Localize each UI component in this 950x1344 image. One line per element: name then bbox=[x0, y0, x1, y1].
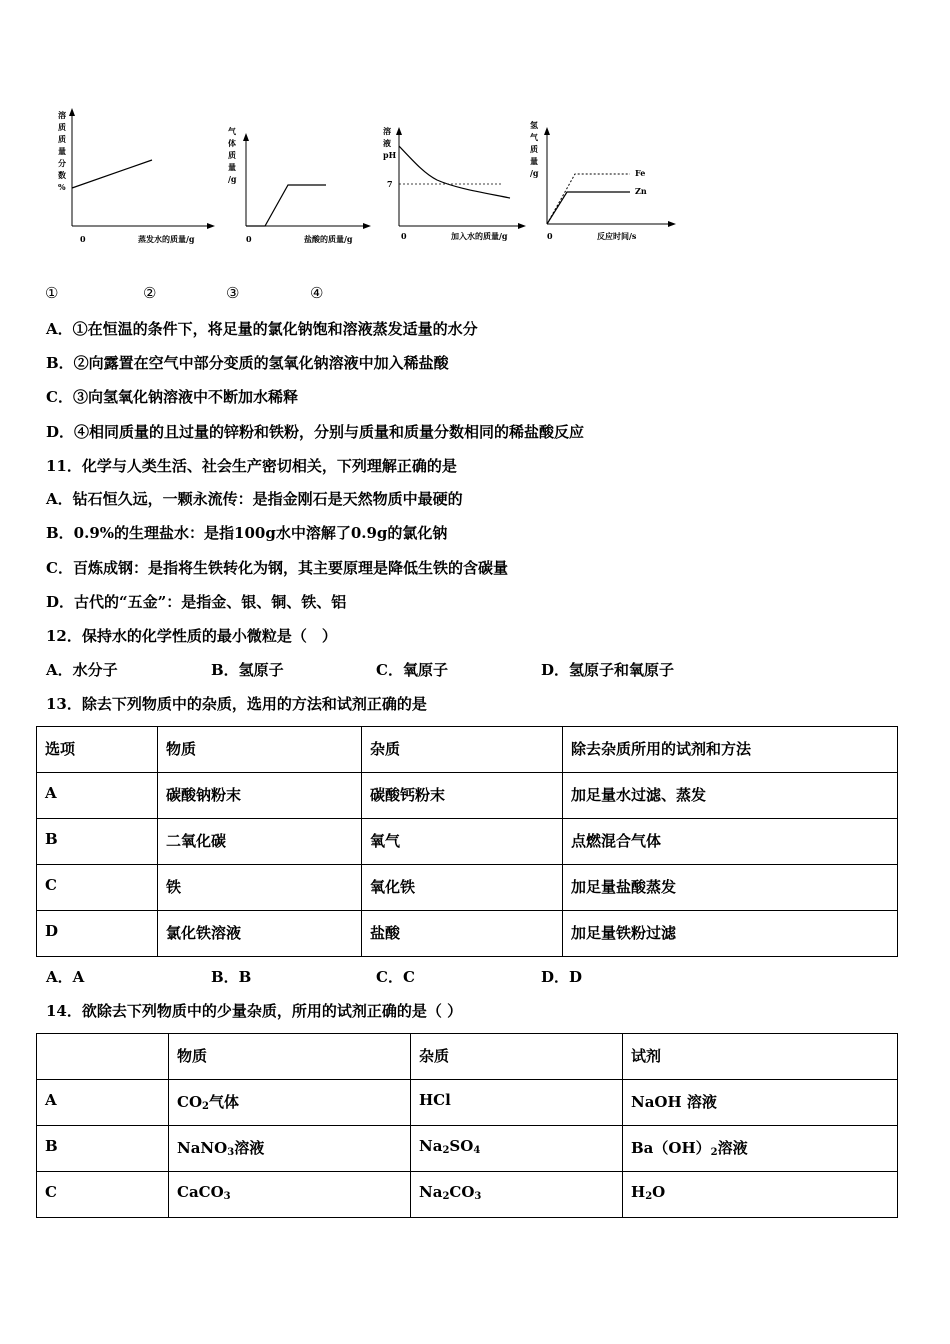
graph-number-labels bbox=[0, 284, 950, 306]
graphs-row bbox=[40, 108, 680, 253]
table-cell: 铁 bbox=[158, 865, 362, 911]
q13-stem: 13．除去下列物质中的杂质，选用的方法和试剂正确的是 bbox=[46, 695, 427, 713]
ylabel-char: /g bbox=[530, 168, 539, 178]
header-cell: 试剂 bbox=[623, 1034, 898, 1080]
q11-option-d: D．古代的“五金”：是指金、银、铜、铁、铝 bbox=[46, 593, 347, 611]
ylabel-char: 气 bbox=[530, 132, 538, 142]
table-cell bbox=[169, 1126, 411, 1172]
formula-part: CO bbox=[177, 1093, 203, 1111]
q11-option-c: C．百炼成钢：是指将生铁转化为钢，其主要原理是降低生铁的含碳量 bbox=[46, 559, 508, 577]
formula-part: SO bbox=[449, 1137, 474, 1155]
table-cell: 氧气 bbox=[362, 819, 563, 865]
table-cell: 加足量水过滤、蒸发 bbox=[563, 773, 898, 819]
x-arrow bbox=[207, 223, 215, 229]
formula-subscript: 2 bbox=[202, 1101, 209, 1112]
fe-label: Fe bbox=[635, 168, 646, 178]
graph-2 bbox=[220, 108, 380, 252]
y-arrow bbox=[69, 108, 75, 116]
table-cell bbox=[623, 1172, 898, 1218]
formula-part: NaOH 溶液 bbox=[631, 1093, 717, 1111]
q11-stem: 11．化学与人类生活、社会生产密切相关，下列理解正确的是 bbox=[46, 457, 457, 475]
x-axis-label: 蒸发水的质量/g bbox=[138, 234, 195, 244]
graph-1-svg bbox=[50, 108, 220, 248]
header-cell: 除去杂质所用的试剂和方法 bbox=[563, 727, 898, 773]
q12-option-a: A．水分子 bbox=[46, 661, 118, 679]
table-cell: 氧化铁 bbox=[362, 865, 563, 911]
q10-option-b: B．②向露置在空气中部分变质的氢氧化钠溶液中加入稀盐酸 bbox=[46, 354, 449, 372]
table-cell: 点燃混合气体 bbox=[563, 819, 898, 865]
q12-option-d: D．氢原子和氧原子 bbox=[541, 661, 675, 679]
graph-2-svg bbox=[220, 108, 380, 248]
graph-label-3: ③ bbox=[226, 284, 240, 302]
ylabel-char: 气 bbox=[228, 126, 236, 136]
fe-line bbox=[547, 174, 630, 224]
q10-option-c: C．③向氢氧化钠溶液中不断加水稀释 bbox=[46, 388, 298, 406]
header-cell bbox=[37, 1034, 169, 1080]
q13-option-d: D．D bbox=[541, 968, 583, 986]
origin-label: 0 bbox=[246, 234, 252, 244]
table-header-row bbox=[37, 1034, 898, 1080]
ylabel-char: % bbox=[58, 182, 66, 192]
q13-option-a: A．A bbox=[46, 968, 85, 986]
formula-part: H bbox=[631, 1183, 646, 1201]
q12-option-b: B．氢原子 bbox=[211, 661, 284, 679]
formula-part: NaNO bbox=[177, 1139, 228, 1157]
graph-3 bbox=[375, 108, 535, 252]
data-line bbox=[246, 185, 326, 226]
formula-subscript: 3 bbox=[474, 1191, 482, 1202]
y-arrow bbox=[544, 127, 550, 135]
q10-option-a: A．①在恒温的条件下，将足量的氯化钠饱和溶液蒸发适量的水分 bbox=[46, 320, 478, 338]
header-cell: 选项 bbox=[37, 727, 158, 773]
graph-4 bbox=[525, 108, 685, 252]
table-cell bbox=[411, 1172, 623, 1218]
formula-subscript: 2 bbox=[442, 1145, 450, 1156]
table-cell bbox=[411, 1080, 623, 1126]
table-cell: B bbox=[37, 1126, 169, 1172]
q13-option-c: C．C bbox=[376, 968, 415, 986]
table-cell bbox=[411, 1126, 623, 1172]
q13-option-b: B．B bbox=[211, 968, 252, 986]
q10-option-d: D．④相同质量的且过量的锌粉和铁粉，分别与质量和质量分数相同的稀盐酸反应 bbox=[46, 423, 585, 441]
table-cell: D bbox=[37, 911, 158, 957]
formula-subscript: 3 bbox=[223, 1191, 231, 1202]
ylabel-char: 体 bbox=[228, 138, 236, 148]
ylabel-char: /g bbox=[228, 174, 237, 184]
ylabel-char: 分 bbox=[58, 158, 66, 168]
zn-label: Zn bbox=[635, 186, 647, 196]
formula-part: O bbox=[652, 1183, 666, 1201]
ylabel-char: 液 bbox=[383, 138, 391, 148]
q12-option-c: C．氧原子 bbox=[376, 661, 448, 679]
graph-label-1: ① bbox=[45, 284, 59, 302]
zn-line bbox=[547, 192, 630, 224]
ylabel-char: 量 bbox=[228, 162, 236, 172]
formula-subscript: 2 bbox=[710, 1147, 718, 1158]
formula-part: CaCO bbox=[177, 1183, 224, 1201]
q11-option-a: A．钻石恒久远，一颗永流传：是指金刚石是天然物质中最硬的 bbox=[46, 490, 463, 508]
q12-options bbox=[46, 660, 946, 680]
formula-subscript: 4 bbox=[473, 1145, 481, 1156]
formula-part: CO bbox=[449, 1183, 475, 1201]
table-cell: B bbox=[37, 819, 158, 865]
q14-table bbox=[36, 1033, 898, 1218]
q14-stem: 14．欲除去下列物质中的少量杂质，所用的试剂正确的是（ ） bbox=[46, 1002, 463, 1020]
ylabel-char: 质 bbox=[530, 144, 538, 154]
table-cell: 加足量铁粉过滤 bbox=[563, 911, 898, 957]
x-arrow bbox=[668, 221, 676, 227]
table-cell: A bbox=[37, 1080, 169, 1126]
ylabel-char: 量 bbox=[530, 156, 538, 166]
graph-label-4: ④ bbox=[310, 284, 324, 302]
x-axis-label: 加入水的质量/g bbox=[451, 231, 508, 241]
table-cell: A bbox=[37, 773, 158, 819]
ylabel-char: 质 bbox=[58, 134, 66, 144]
table-cell: 氯化铁溶液 bbox=[158, 911, 362, 957]
ylabel-char: 质 bbox=[58, 122, 66, 132]
ylabel-char: 溶 bbox=[58, 110, 66, 120]
q11-option-b: B．0.9%的生理盐水：是指100g水中溶解了0.9g的氯化钠 bbox=[46, 524, 448, 542]
q13-table bbox=[36, 726, 898, 957]
origin-label: 0 bbox=[401, 231, 407, 241]
header-cell: 物质 bbox=[158, 727, 362, 773]
table-cell: 盐酸 bbox=[362, 911, 563, 957]
ylabel-char: 溶 bbox=[383, 126, 391, 136]
table-row bbox=[37, 1126, 898, 1172]
y-arrow bbox=[396, 127, 402, 135]
q13-options bbox=[46, 967, 946, 987]
table-cell bbox=[169, 1080, 411, 1126]
ylabel-char: 质 bbox=[228, 150, 236, 160]
table-cell: 碳酸钙粉末 bbox=[362, 773, 563, 819]
data-line bbox=[72, 160, 152, 188]
table-cell: C bbox=[37, 865, 158, 911]
formula-part: 溶液 bbox=[234, 1139, 265, 1157]
x-axis-label: 盐酸的质量/g bbox=[304, 234, 353, 244]
formula-part: Na bbox=[419, 1183, 443, 1201]
formula-subscript: 3 bbox=[227, 1147, 235, 1158]
table-cell: C bbox=[37, 1172, 169, 1218]
header-cell: 杂质 bbox=[362, 727, 563, 773]
header-cell: 物质 bbox=[169, 1034, 411, 1080]
ylabel-char: pH bbox=[383, 150, 397, 160]
ylabel-char: 氢 bbox=[530, 120, 538, 130]
table-row bbox=[37, 865, 898, 911]
table-row bbox=[37, 1172, 898, 1218]
x-axis-label: 反应时间/s bbox=[597, 231, 637, 241]
graph-label-2: ② bbox=[143, 284, 157, 302]
table-row bbox=[37, 819, 898, 865]
q12-stem: 12．保持水的化学性质的最小微粒是（ ） bbox=[46, 627, 337, 645]
formula-part: 气体 bbox=[208, 1093, 239, 1111]
origin-label: 0 bbox=[547, 231, 553, 241]
formula-subscript: 2 bbox=[645, 1191, 653, 1202]
ph7-label: 7 bbox=[387, 179, 393, 189]
table-cell bbox=[623, 1126, 898, 1172]
data-curve bbox=[399, 146, 510, 198]
table-cell: 二氧化碳 bbox=[158, 819, 362, 865]
table-cell bbox=[623, 1080, 898, 1126]
origin-label: 0 bbox=[80, 234, 86, 244]
table-header-row bbox=[37, 727, 898, 773]
graph-1 bbox=[50, 108, 220, 252]
x-arrow bbox=[363, 223, 371, 229]
formula-subscript: 2 bbox=[442, 1191, 450, 1202]
ylabel-char: 量 bbox=[58, 146, 66, 156]
formula-part: Ba（OH） bbox=[631, 1139, 711, 1157]
table-cell: 碳酸钠粉末 bbox=[158, 773, 362, 819]
graph-3-svg bbox=[375, 108, 535, 248]
formula-part: 溶液 bbox=[717, 1139, 748, 1157]
table-cell bbox=[169, 1172, 411, 1218]
y-arrow bbox=[243, 133, 249, 141]
table-row bbox=[37, 773, 898, 819]
table-row bbox=[37, 911, 898, 957]
formula-part: Na bbox=[419, 1137, 443, 1155]
table-row bbox=[37, 1080, 898, 1126]
graph-4-svg bbox=[525, 108, 685, 248]
ylabel-char: 数 bbox=[58, 170, 66, 180]
header-cell: 杂质 bbox=[411, 1034, 623, 1080]
table-cell: 加足量盐酸蒸发 bbox=[563, 865, 898, 911]
formula-part: HCl bbox=[419, 1091, 451, 1109]
